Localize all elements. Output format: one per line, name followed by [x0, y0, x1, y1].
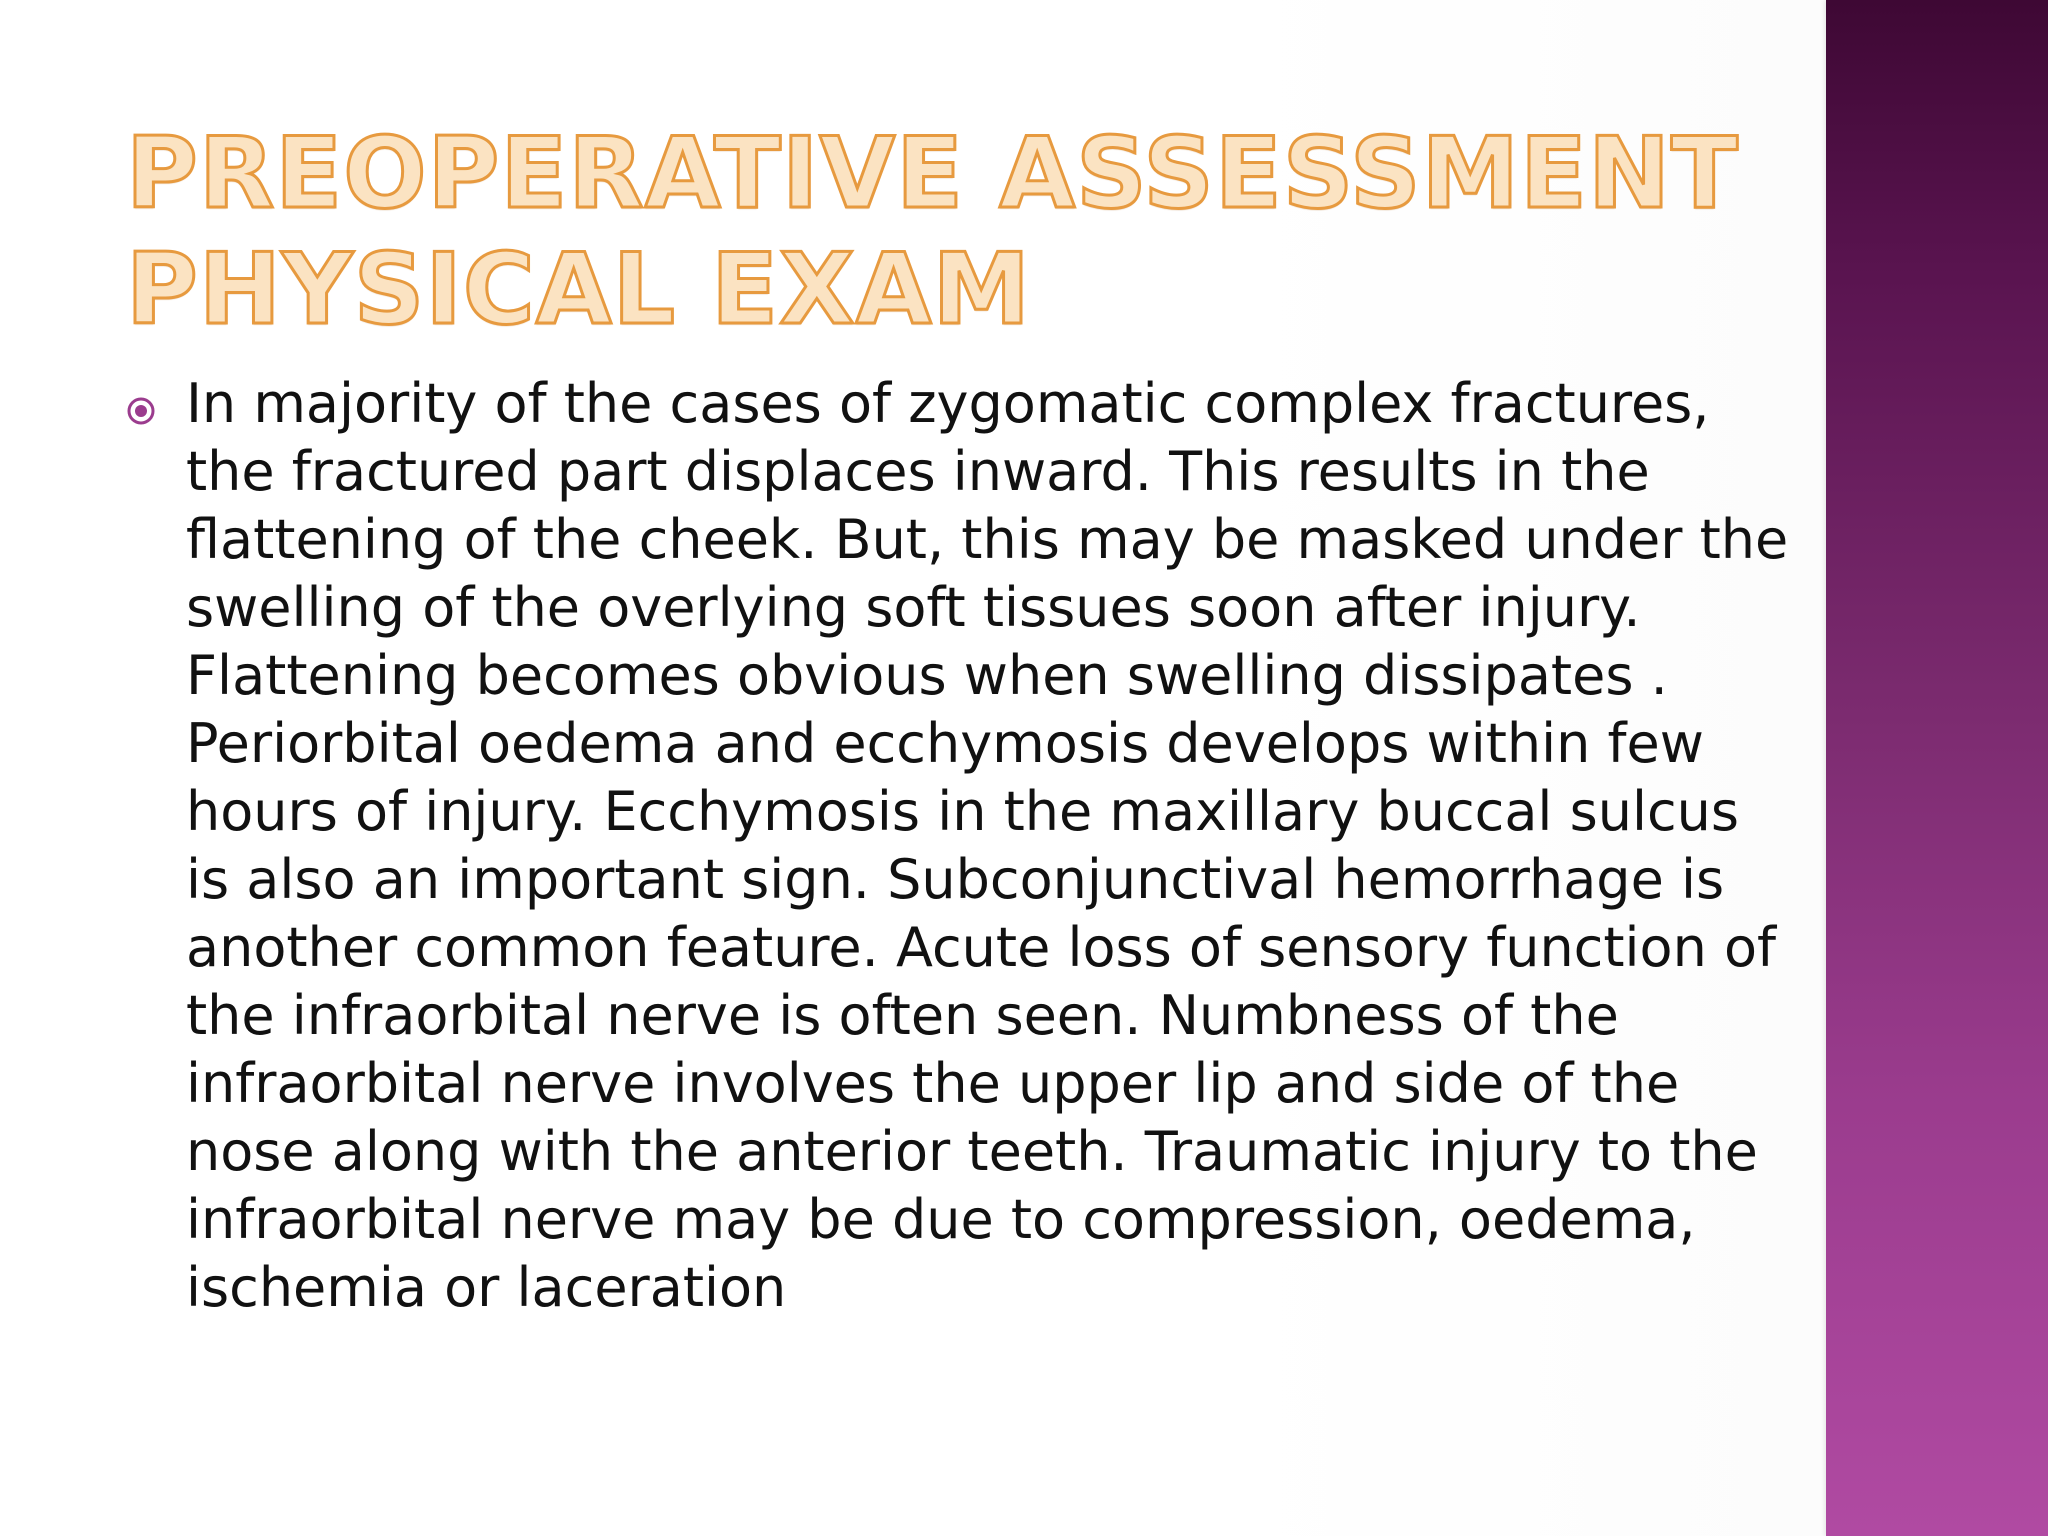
bullet-text-line: flattening of the cheek. But, this may be masked under the [186, 508, 1789, 571]
slide-title-line-1: PREOPERATIVE ASSESSMENT [126, 117, 1739, 231]
slide-title-line-2: PHYSICAL EXAM [126, 233, 1032, 347]
bullet-text-line: is also an important sign. Subconjunctival hemorrhage is [186, 848, 1725, 911]
bullet-text-line: ischemia or laceration [186, 1256, 787, 1319]
bullet-text-line: Periorbital oedema and ecchymosis develops within few [186, 712, 1704, 775]
bullet-text-line: hours of injury. Ecchymosis in the maxillary buccal sulcus [186, 780, 1740, 843]
bullet-text-line: In majority of the cases of zygomatic complex fractures, [186, 372, 1710, 435]
bullet-text-line: Flattening becomes obvious when swelling dissipates . [186, 644, 1668, 707]
slide-title [126, 116, 1739, 348]
bullet-text-line: swelling of the overlying soft tissues soon after injury. [186, 576, 1641, 639]
bullet-text-line: infraorbital nerve may be due to compression, oedema, [186, 1188, 1696, 1251]
bullet-text-line: the fractured part displaces inward. This results in the [186, 440, 1650, 503]
bullet-list [126, 370, 1866, 1322]
bullet-text-line: infraorbital nerve involves the upper lip and side of the [186, 1052, 1680, 1115]
bullet-item [126, 370, 1866, 1322]
bullet-text-line: the infraorbital nerve is often seen. Numbness of the [186, 984, 1619, 1047]
bullet-text [186, 370, 1866, 1322]
circle-bullet-icon [126, 396, 156, 426]
bullet-text-line: nose along with the anterior teeth. Traumatic injury to the [186, 1120, 1758, 1183]
bullet-text-line: another common feature. Acute loss of sensory function of [186, 916, 1777, 979]
